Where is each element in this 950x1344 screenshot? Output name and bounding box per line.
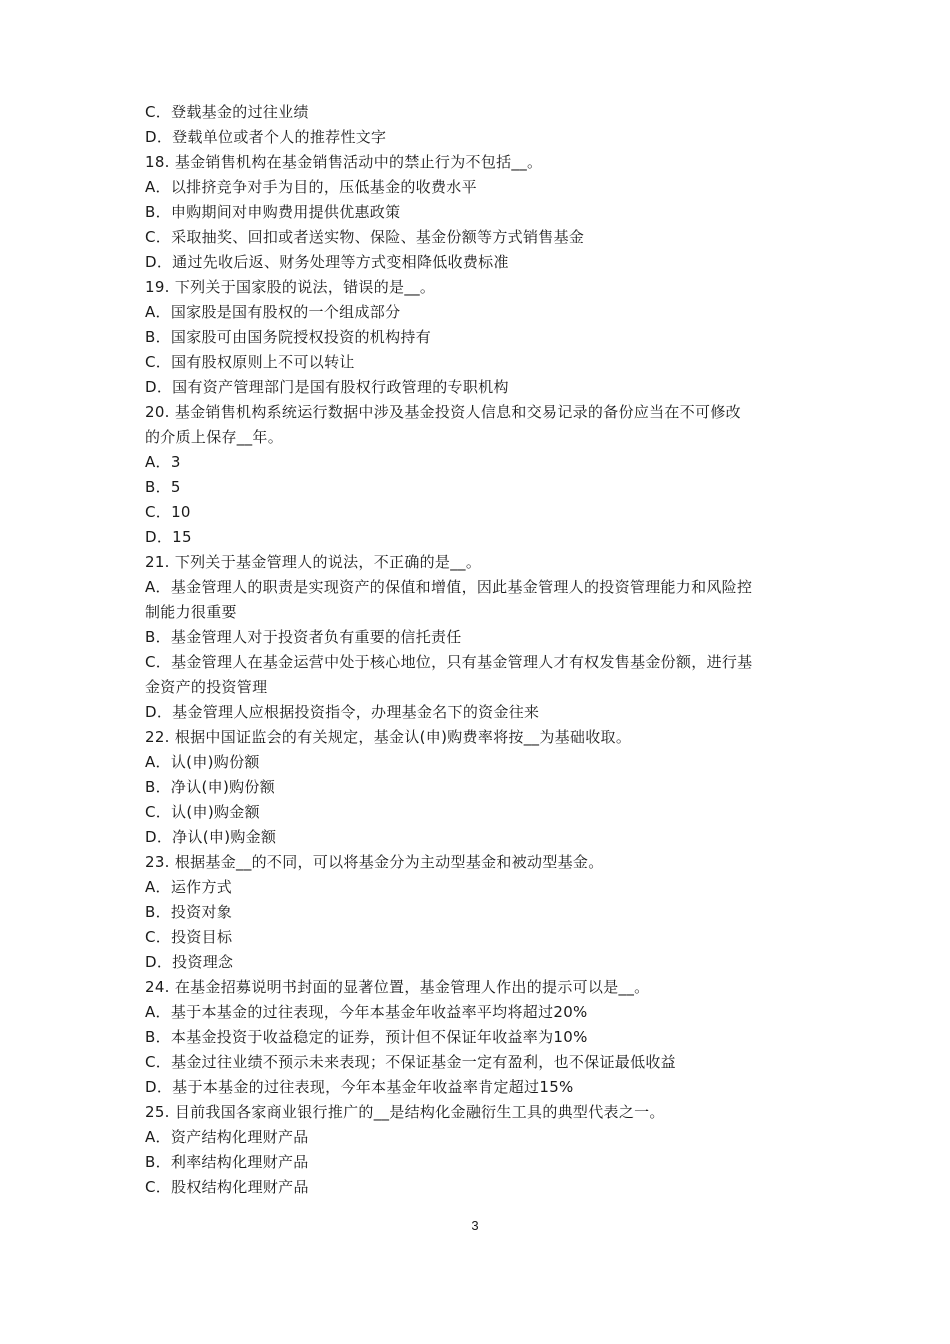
text-line: B．净认(申)购份额 xyxy=(145,778,275,796)
text-line: C．国有股权原则上不可以转让 xyxy=(145,353,355,371)
text-line: B．国家股可由国务院授权投资的机构持有 xyxy=(145,328,431,346)
question-line: 18. 基金销售机构在基金销售活动中的禁止行为不包括__。 xyxy=(145,153,543,171)
text-line: B．投资对象 xyxy=(145,903,233,921)
text-line: B．申购期间对申购费用提供优惠政策 xyxy=(145,203,401,221)
question-line: 20. 基金销售机构系统运行数据中涉及基金投资人信息和交易记录的备份应当在不可修改 xyxy=(145,403,741,421)
text-line: C．10 xyxy=(145,503,191,521)
text-line: D．基于本基金的过往表现，今年本基金年收益率肯定超过15% xyxy=(145,1078,574,1096)
question-line: 19. 下列关于国家股的说法，错误的是__。 xyxy=(145,278,436,296)
text-line: A．运作方式 xyxy=(145,878,233,896)
text-line: 金资产的投资管理 xyxy=(145,678,268,696)
question-line: 23. 根据基金__的不同，可以将基金分为主动型基金和被动型基金。 xyxy=(145,853,604,871)
question-line: 21. 下列关于基金管理人的说法，不正确的是__。 xyxy=(145,553,482,571)
text-line: A．3 xyxy=(145,453,181,471)
text-line: 的介质上保存__年。 xyxy=(145,428,284,446)
text-line: D．投资理念 xyxy=(145,953,234,971)
text-line: A．资产结构化理财产品 xyxy=(145,1128,309,1146)
text-line: A．国家股是国有股权的一个组成部分 xyxy=(145,303,401,321)
text-line: C．基金过往业绩不预示未来表现；不保证基金一定有盈利，也不保证最低收益 xyxy=(145,1053,676,1071)
text-line: D．通过先收后返、财务处理等方式变相降低收费标准 xyxy=(145,253,509,271)
text-line: C．基金管理人在基金运营中处于核心地位，只有基金管理人才有权发售基金份额，进行基 xyxy=(145,653,753,671)
text-line: B．本基金投资于收益稳定的证券，预计但不保证年收益率为10% xyxy=(145,1028,588,1046)
text-line: A．基金管理人的职责是实现资产的保值和增值，因此基金管理人的投资管理能力和风险控 xyxy=(145,578,753,596)
text-line: B．5 xyxy=(145,478,181,496)
question-line: 22. 根据中国证监会的有关规定，基金认(申)购费率将按__为基础收取。 xyxy=(145,728,632,746)
text-line: D．净认(申)购金额 xyxy=(145,828,277,846)
page-number: 3 xyxy=(471,1218,479,1233)
text-line: C．投资目标 xyxy=(145,928,233,946)
text-line: C．采取抽奖、回扣或者送实物、保险、基金份额等方式销售基金 xyxy=(145,228,585,246)
text-line: 制能力很重要 xyxy=(145,603,237,621)
text-line: C．认(申)购金额 xyxy=(145,803,260,821)
text-line: A．基于本基金的过往表现，今年本基金年收益率平均将超过20% xyxy=(145,1003,588,1021)
text-line: C．登载基金的过往业绩 xyxy=(145,103,309,121)
text-line: C．股权结构化理财产品 xyxy=(145,1178,309,1196)
text-line: A．以排挤竞争对手为目的，压低基金的收费水平 xyxy=(145,178,477,196)
text-line: B．利率结构化理财产品 xyxy=(145,1153,309,1171)
text-line: D．国有资产管理部门是国有股权行政管理的专职机构 xyxy=(145,378,509,396)
question-line: 25. 目前我国各家商业银行推广的__是结构化金融衍生工具的典型代表之一。 xyxy=(145,1103,665,1121)
text-line: D．15 xyxy=(145,528,192,546)
question-line: 24. 在基金招募说明书封面的显著位置，基金管理人作出的提示可以是__。 xyxy=(145,978,650,996)
text-line: A．认(申)购份额 xyxy=(145,753,260,771)
text-line: D．登载单位或者个人的推荐性文字 xyxy=(145,128,387,146)
text-line: B．基金管理人对于投资者负有重要的信托责任 xyxy=(145,628,462,646)
page-body xyxy=(145,100,815,1200)
text-line: D．基金管理人应根据投资指令，办理基金名下的资金往来 xyxy=(145,703,540,721)
